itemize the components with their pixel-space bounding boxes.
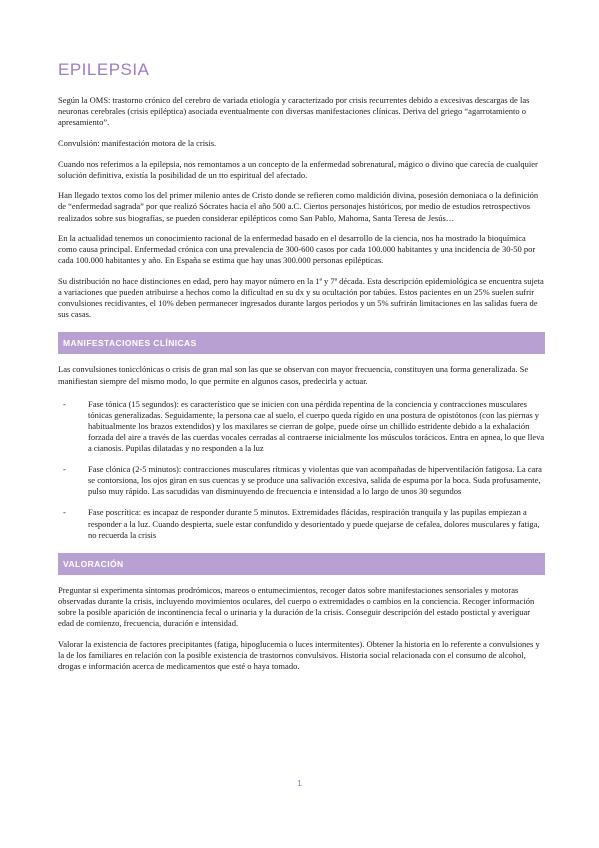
phase-text: Fase clónica (2-5 minutos): contracciones musculares rítmicas y violentas que van acompañadas de hiperventilación fatigosa. La cara se contorsiona, los ojos giran en sus cuencas y se produce una salivación excesiva, salida de espuma por la boca. Suda profusamente, pulso muy rápido. Las sacudidas van disminuyendo de frecuencia e intensidad a lo largo de unos 30 segundos — [88, 464, 542, 497]
intro-paragraph: Cuando nos referimos a la epilepsia, nos remontamos a un concepto de la enfermedad sobrenatural, mágico o divino que carecía de cualquier solución definitiva, existía la posibilidad de un tto espiritual del afectado. — [58, 158, 538, 180]
section-heading-manifestaciones: MANIFESTACIONES CLÍNICAS — [58, 332, 545, 354]
phase-text: Fase tónica (15 segundos): es característico que se inicien con una pérdida repentina de la conciencia y contracciones musculares tónicas generalizadas. Seguidamente, la persona cae al suelo, el cuerpo queda rígido en una postura de opistótonos (con las piernas y habitualmente los brazos extendidos) y los maxilares se cierran de golpe, puede oírse un chillido estridente debido a la exhalación forzada del aire a través de las cuerdas vocales cerradas al contraerse inicialmente los músculos torácicos. Entra en apnea, lo que lleva a cianosis. Pupilas dilatadas y no responden a la luz — [88, 398, 545, 454]
list-item — [58, 399, 545, 454]
phases-list — [58, 399, 545, 541]
intro-paragraph: Convulsión: manifestación motora de la crisis. — [58, 137, 217, 148]
list-item — [58, 507, 545, 540]
intro-paragraph: En la actualidad tenemos un conocimiento racional de la enfermedad basado en el desarrollo de la ciencia, nos ha mostrado la bioquímica como causa principal. Enfermedad crónica con una prevalencia de 300-600 casos por cada 100.000 habitantes y una incidencia de 30-50 por cada 100.000 habitantes y año. En España se estima que hay unas 300.000 personas epilépticas. — [58, 233, 536, 266]
document-body — [58, 95, 545, 682]
bullet-dash: - — [63, 507, 66, 518]
manifestaciones-intro: Las convulsiones tonicclónicas o crisis de gran mal son las que se observan con mayor frecuencia, constituyen una forma generalizada. Se manifiestan siempre del mismo modo, lo que permite en algunos casos, predecirla y actuar. — [58, 364, 529, 386]
bullet-dash: - — [63, 464, 66, 475]
intro-paragraph: Según la OMS: trastorno crónico del cerebro de variada etiología y caracterizado por crisis recurrentes debido a excesivas descargas de las neuronas cerebrales (crisis epiléptica) asociada eventualmente con diversas manifestaciones clínicas. Deriva del griego “agarrotamiento o apresamiento”. — [58, 95, 530, 128]
intro-paragraph: Han llegado textos como los del primer milenio antes de Cristo donde se refieren como maldición divina, posesión demoniaca o la definición de “enfermedad sagrada” por que realizó Sócrates hacia el año 500 a.C. Ciertos personajes históricos, por medio de estudios retrospectivos realizados sobre sus biografías, se pueden considerar epilépticos como San Pablo, Mahoma, Santa Teresa de Jesús… — [58, 190, 539, 223]
page-number: 1 — [297, 778, 302, 788]
bullet-dash: - — [63, 398, 66, 409]
phase-text: Fase poscrítica: es incapaz de responder durante 5 minutos. Extremidades flácidas, respiración tranquila y las pupilas empiezan a responder a la luz. Cuando despierta, suele estar confundido y desorientado y puede quejarse de cefalea, dolores musculares y fatiga, no recuerda la crisis — [88, 507, 540, 540]
valoracion-paragraph: Valorar la existencia de factores precipitantes (fatiga, hipoglucemia o luces intermitentes). Obtener la historia en lo referente a convulsiones y la de los familiares en relación con la posible existencia de trastornos convulsivos. Historia social relacionada con el consumo de alcohol, drogas e información acerca de medicamentos que esté o haya tomado. — [58, 638, 540, 671]
section-heading-valoracion: VALORACIÓN — [58, 553, 545, 575]
document-title: EPILEPSIA — [58, 60, 150, 79]
intro-paragraph: Su distribución no hace distinciones en edad, pero hay mayor número en la 1ª y 7ª década. Esta descripción epidemiológica se encuentra sujeta a variaciones que pueden atribuirse a hechos como la dificultad en su dx y su ocultación por tabúes. Estos pacientes en un 25% suelen sufrir convulsiones recidivantes, el 10% deben permanecer ingresados durante largos periodos y un 5% sufrirán limitaciones en las salidas fuera de sus casas. — [58, 276, 544, 320]
valoracion-paragraph: Preguntar si experimenta síntomas prodrómicos, mareos o entumecimientos, recoger datos sobre manifestaciones sensoriales y motoras observadas durante la crisis, incluyendo movimientos oculares, del cuerpo o extremidades o cambios en la conciencia. Recoger información sobre la posible aparición de incontinencia fecal o urinaria y la duración de la crisis. Conseguir descripción del estado postictal y averiguar edad de comienzo, frecuencia, duración e intensidad. — [58, 584, 535, 628]
list-item — [58, 464, 545, 497]
